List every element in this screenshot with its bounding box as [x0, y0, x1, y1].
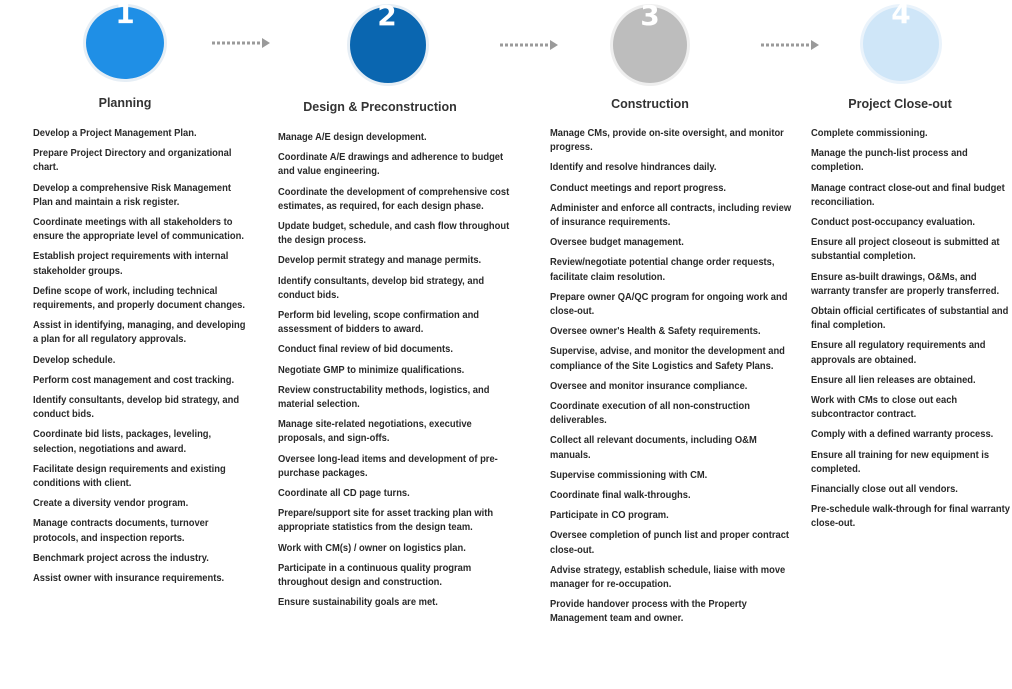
list-item: Supervise commissioning with CM.	[550, 469, 708, 481]
list-item: Ensure as-built drawings, O&Ms, and warranty transfer are properly transferred.	[811, 271, 1000, 297]
list-item: Conduct meetings and report progress.	[550, 182, 727, 194]
list-item: Review/negotiate potential change order requests, facilitate claim resolution.	[550, 257, 775, 283]
phase-1-items	[33, 127, 246, 592]
phase-3-title: Construction	[611, 97, 689, 111]
list-item: Manage contracts documents, turnover protocols, and inspection reports.	[33, 518, 209, 544]
list-item: Develop a Project Management Plan.	[33, 128, 197, 139]
step-1-number: 1	[115, 0, 135, 30]
list-item: Assist in identifying, managing, and developing a plan for all regulatory approvals.	[33, 320, 246, 346]
list-item: Ensure all training for new equipment is completed.	[811, 449, 990, 475]
arrow-icon-3-4	[761, 39, 821, 51]
list-item: Review constructability methods, logistics, and material selection.	[278, 384, 490, 411]
list-item: Coordinate the development of comprehensive cost estimates, as required, for each design phase.	[278, 186, 510, 212]
list-item: Manage A/E design development.	[278, 132, 427, 143]
list-item: Collect all relevant documents, including O&M manuals.	[550, 435, 757, 461]
list-item: Participate in a continuous quality program throughout design and construction.	[278, 562, 472, 589]
list-item: Prepare Project Directory and organizational chart.	[33, 148, 232, 174]
list-item: Develop a comprehensive Risk Management Plan and maintain a risk register.	[33, 182, 231, 208]
list-item: Advise strategy, establish schedule, liaise with move manager for re-occupation.	[550, 564, 786, 591]
list-item: Ensure all project closeout is submitted at substantial completion.	[811, 237, 1000, 263]
list-item: Develop schedule.	[33, 354, 116, 366]
list-item: Ensure all regulatory requirements and approvals are obtained.	[811, 340, 986, 366]
list-item: Perform cost management and cost tracking.	[33, 374, 235, 386]
list-item: Perform bid leveling, scope confirmation and assessment of bidders to award.	[278, 310, 480, 336]
list-item: Provide handover process with the Property Management team and owner.	[550, 599, 747, 625]
list-item: Prepare/support site for asset tracking plan with appropriate statistics from the design team.	[278, 508, 494, 534]
list-item: Benchmark project across the industry.	[33, 552, 209, 564]
list-item: Conduct final review of bid documents.	[278, 344, 453, 356]
list-item: Prepare owner QA/QC program for ongoing work and close-out.	[550, 291, 788, 318]
list-item: Work with CM(s) / owner on logistics plan.	[278, 542, 466, 554]
list-item: Oversee long-lead items and development of pre-purchase packages.	[278, 453, 498, 479]
list-item: Manage CMs, provide on-site oversight, and monitor progress.	[550, 128, 784, 154]
list-item: Coordinate execution of all non-construction deliverables.	[550, 401, 750, 427]
list-item: Complete commissioning.	[811, 128, 928, 139]
list-item: Comply with a defined warranty process.	[811, 429, 994, 441]
list-item: Work with CMs to close out each subcontractor contract.	[811, 395, 958, 421]
list-item: Pre-schedule walk-through for final warranty close-out.	[811, 504, 1010, 530]
phase-1-title: Planning	[98, 96, 152, 110]
phase-4-items	[811, 127, 1010, 538]
step-2-number: 2	[377, 0, 397, 32]
list-item: Negotiate GMP to minimize qualifications.	[278, 364, 465, 376]
list-item: Financially close out all vendors.	[811, 484, 958, 496]
step-4-number: 4	[891, 0, 911, 30]
list-item: Establish project requirements with internal stakeholder groups.	[33, 251, 229, 277]
list-item: Manage the punch-list process and completion.	[811, 148, 968, 174]
arrow-icon-1-2	[212, 37, 272, 49]
list-item: Manage site-related negotiations, executive proposals, and sign-offs.	[278, 419, 472, 445]
list-item: Coordinate meetings with all stakeholders to ensure the appropriate level of communication.	[33, 217, 244, 243]
list-item: Assist owner with insurance requirements.	[33, 573, 225, 585]
step-3-number: 3	[640, 0, 660, 32]
list-item: Identify consultants, develop bid strategy, and conduct bids.	[278, 275, 485, 301]
list-item: Facilitate design requirements and existing conditions with client.	[33, 463, 226, 490]
list-item: Oversee and monitor insurance compliance.	[550, 380, 748, 392]
list-item: Administer and enforce all contracts, including review of insurance requirements.	[550, 202, 792, 229]
list-item: Define scope of work, including technical requirements, and properly document changes.	[33, 285, 245, 312]
list-item: Manage contract close-out and final budget reconciliation.	[811, 182, 1005, 208]
phase-2-title: Design & Preconstruction	[303, 100, 457, 114]
list-item: Coordinate all CD page turns.	[278, 488, 410, 500]
list-item: Obtain official certificates of substantial and final completion.	[811, 306, 1009, 332]
list-item: Coordinate final walk-throughs.	[550, 490, 691, 502]
list-item: Coordinate bid lists, packages, leveling, selection, negotiations and award.	[33, 429, 212, 455]
list-item: Oversee budget management.	[550, 237, 684, 249]
list-item: Identify consultants, develop bid strategy, and conduct bids.	[33, 395, 240, 421]
list-item: Conduct post-occupancy evaluation.	[811, 217, 976, 229]
list-item: Ensure all lien releases are obtained.	[811, 374, 976, 386]
list-item: Oversee owner's Health & Safety requirements.	[550, 326, 761, 338]
list-item: Oversee completion of punch list and proper contract close-out.	[550, 530, 790, 556]
list-item: Ensure sustainability goals are met.	[278, 597, 438, 609]
phase-3-items	[550, 127, 792, 633]
list-item: Identify and resolve hindrances daily.	[550, 162, 717, 174]
list-item: Update budget, schedule, and cash flow throughout the design process.	[278, 221, 510, 247]
list-item: Participate in CO program.	[550, 510, 669, 522]
list-item: Coordinate A/E drawings and adherence to budget and value engineering.	[278, 152, 504, 178]
arrow-icon-2-3	[500, 39, 560, 51]
list-item: Develop permit strategy and manage permits.	[278, 255, 482, 267]
phase-2-items	[278, 131, 510, 616]
list-item: Supervise, advise, and monitor the development and compliance of the Site Logistics and Safety Plans.	[550, 346, 785, 372]
list-item: Create a diversity vendor program.	[33, 498, 189, 510]
phase-4-title: Project Close-out	[848, 97, 952, 111]
